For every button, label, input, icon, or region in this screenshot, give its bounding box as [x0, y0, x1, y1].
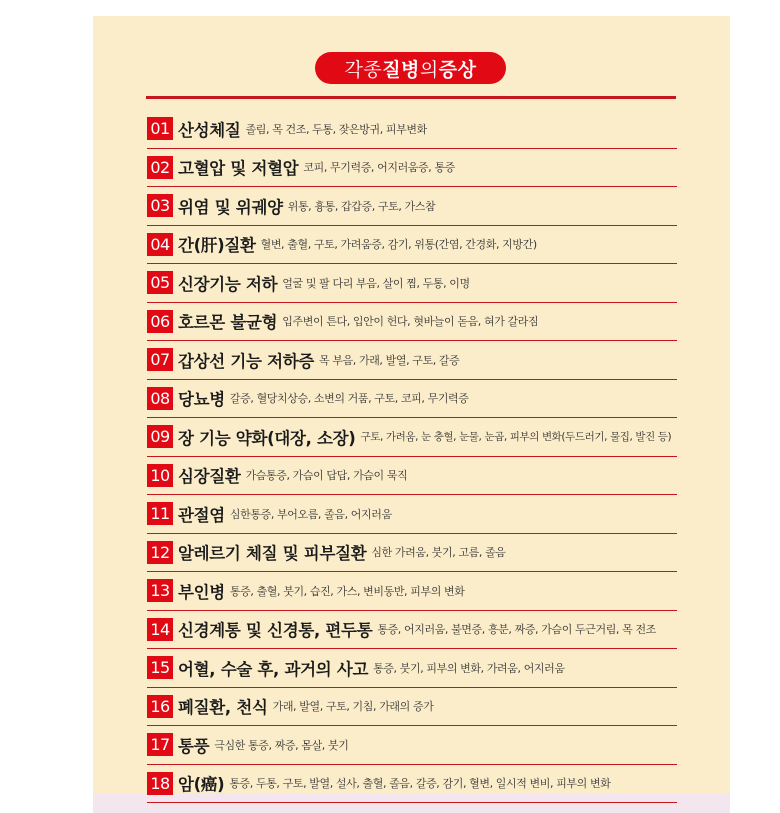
disease-symptoms: 통증, 어지러움, 불면증, 흥분, 짜증, 가슴이 두근거림, 목 전조 [377, 623, 656, 637]
disease-symptoms: 가래, 발열, 구토, 기침, 가래의 증가 [272, 700, 434, 714]
disease-name: 위염 및 위궤양 [178, 197, 283, 217]
disease-name: 산성체질 [178, 120, 241, 140]
title-part-2: 질병 [382, 58, 420, 81]
disease-row [147, 726, 677, 765]
disease-name: 어혈, 수술 후, 과거의 사고 [178, 659, 369, 679]
disease-number: 04 [147, 233, 173, 256]
disease-row [147, 611, 677, 650]
disease-row [147, 341, 677, 380]
disease-symptoms: 통증, 붓기, 피부의 변화, 가려움, 어지러움 [373, 661, 565, 675]
disease-row [147, 264, 677, 303]
disease-row [147, 110, 677, 149]
disease-symptoms: 입주변이 튼다, 입안이 헌다, 혓바늘이 돋음, 혀가 갈라짐 [282, 315, 539, 329]
disease-symptoms: 구토, 가려움, 눈 충혈, 눈물, 눈곱, 피부의 변화(두드러기, 물집, 발진 등) [360, 431, 672, 444]
disease-number: 07 [147, 348, 173, 371]
disease-name: 간(肝)질환 [178, 236, 256, 256]
disease-number: 18 [147, 772, 173, 795]
disease-name: 신경계통 및 신경통, 편두통 [178, 621, 373, 641]
disease-name: 부인병 [178, 582, 225, 602]
disease-row [147, 457, 677, 496]
disease-number: 03 [147, 194, 173, 217]
disease-name: 심장질환 [178, 467, 241, 487]
disease-row [147, 187, 677, 226]
disease-number: 08 [147, 387, 173, 410]
disease-row [147, 495, 677, 534]
disease-name: 갑상선 기능 저하증 [178, 351, 315, 371]
disease-row [147, 534, 677, 573]
disease-row [147, 765, 677, 804]
disease-symptoms: 심한통증, 부어오름, 졸음, 어지러움 [229, 507, 392, 521]
disease-row [147, 303, 677, 342]
disease-name: 통풍 [178, 736, 210, 756]
disease-number: 02 [147, 156, 173, 179]
disease-symptoms: 졸림, 목 건조, 두통, 잦은방귀, 피부변화 [245, 122, 427, 136]
disease-name: 장 기능 약화(대장, 소장) [178, 428, 356, 448]
title-part-3: 의 [419, 58, 439, 81]
disease-symptoms: 가슴통증, 가슴이 답답, 가슴이 묵직 [245, 469, 408, 483]
disease-number: 16 [147, 695, 173, 718]
disease-row [147, 688, 677, 727]
disease-name: 신장기능 저하 [178, 274, 278, 294]
disease-symptoms: 통증, 출혈, 붓기, 습진, 가스, 변비동반, 피부의 변화 [229, 584, 465, 598]
disease-symptoms: 심한 가려움, 붓기, 고름, 졸음 [371, 546, 506, 560]
disease-row [147, 226, 677, 265]
disease-number: 10 [147, 464, 173, 487]
disease-row [147, 649, 677, 688]
disease-row [147, 380, 677, 419]
disease-number: 06 [147, 310, 173, 333]
disease-symptoms: 위통, 흉통, 갑갑증, 구토, 가스참 [287, 199, 436, 213]
disease-row [147, 149, 677, 188]
disease-name: 암(癌) [178, 775, 225, 795]
title-part-1: 각종 [344, 58, 383, 81]
disease-name: 알레르기 체질 및 피부질환 [178, 544, 367, 564]
disease-symptoms: 혈변, 출혈, 구토, 가려움증, 감기, 위통(간염, 간경화, 지방간) [260, 238, 537, 252]
disease-number: 11 [147, 502, 173, 525]
disease-symptoms: 극심한 통증, 짜증, 몸살, 붓기 [214, 738, 349, 752]
disease-symptoms: 갈증, 혈당치상승, 소변의 거품, 구토, 코피, 무기력증 [229, 392, 469, 406]
disease-number: 13 [147, 579, 173, 602]
disease-name: 당뇨병 [178, 390, 225, 410]
disease-row [147, 572, 677, 611]
disease-name: 폐질환, 천식 [178, 698, 268, 718]
disease-symptoms: 코피, 무기력증, 어지러움증, 통증 [303, 161, 455, 175]
disease-number: 09 [147, 425, 173, 448]
disease-name: 고혈압 및 저혈압 [178, 159, 299, 179]
disease-list [147, 110, 677, 803]
page-title [315, 52, 506, 84]
disease-number: 17 [147, 733, 173, 756]
disease-symptoms: 얼굴 및 팔 다리 부음, 살이 찜, 두통, 이명 [282, 276, 470, 290]
disease-number: 01 [147, 117, 173, 140]
disease-number: 15 [147, 656, 173, 679]
disease-name: 관절염 [178, 505, 225, 525]
disease-symptoms: 통증, 두통, 구토, 발열, 설사, 출혈, 졸음, 갈증, 감기, 혈변, 일시적 변비, 피부의 변화 [229, 777, 611, 791]
disease-number: 14 [147, 618, 173, 641]
disease-name: 호르몬 불균형 [178, 313, 278, 333]
disease-row [147, 418, 677, 457]
title-divider [146, 96, 676, 99]
disease-symptoms: 목 부음, 가래, 발열, 구토, 갈증 [319, 353, 460, 367]
disease-number: 05 [147, 271, 173, 294]
title-part-4: 증상 [438, 58, 477, 81]
disease-number: 12 [147, 541, 173, 564]
